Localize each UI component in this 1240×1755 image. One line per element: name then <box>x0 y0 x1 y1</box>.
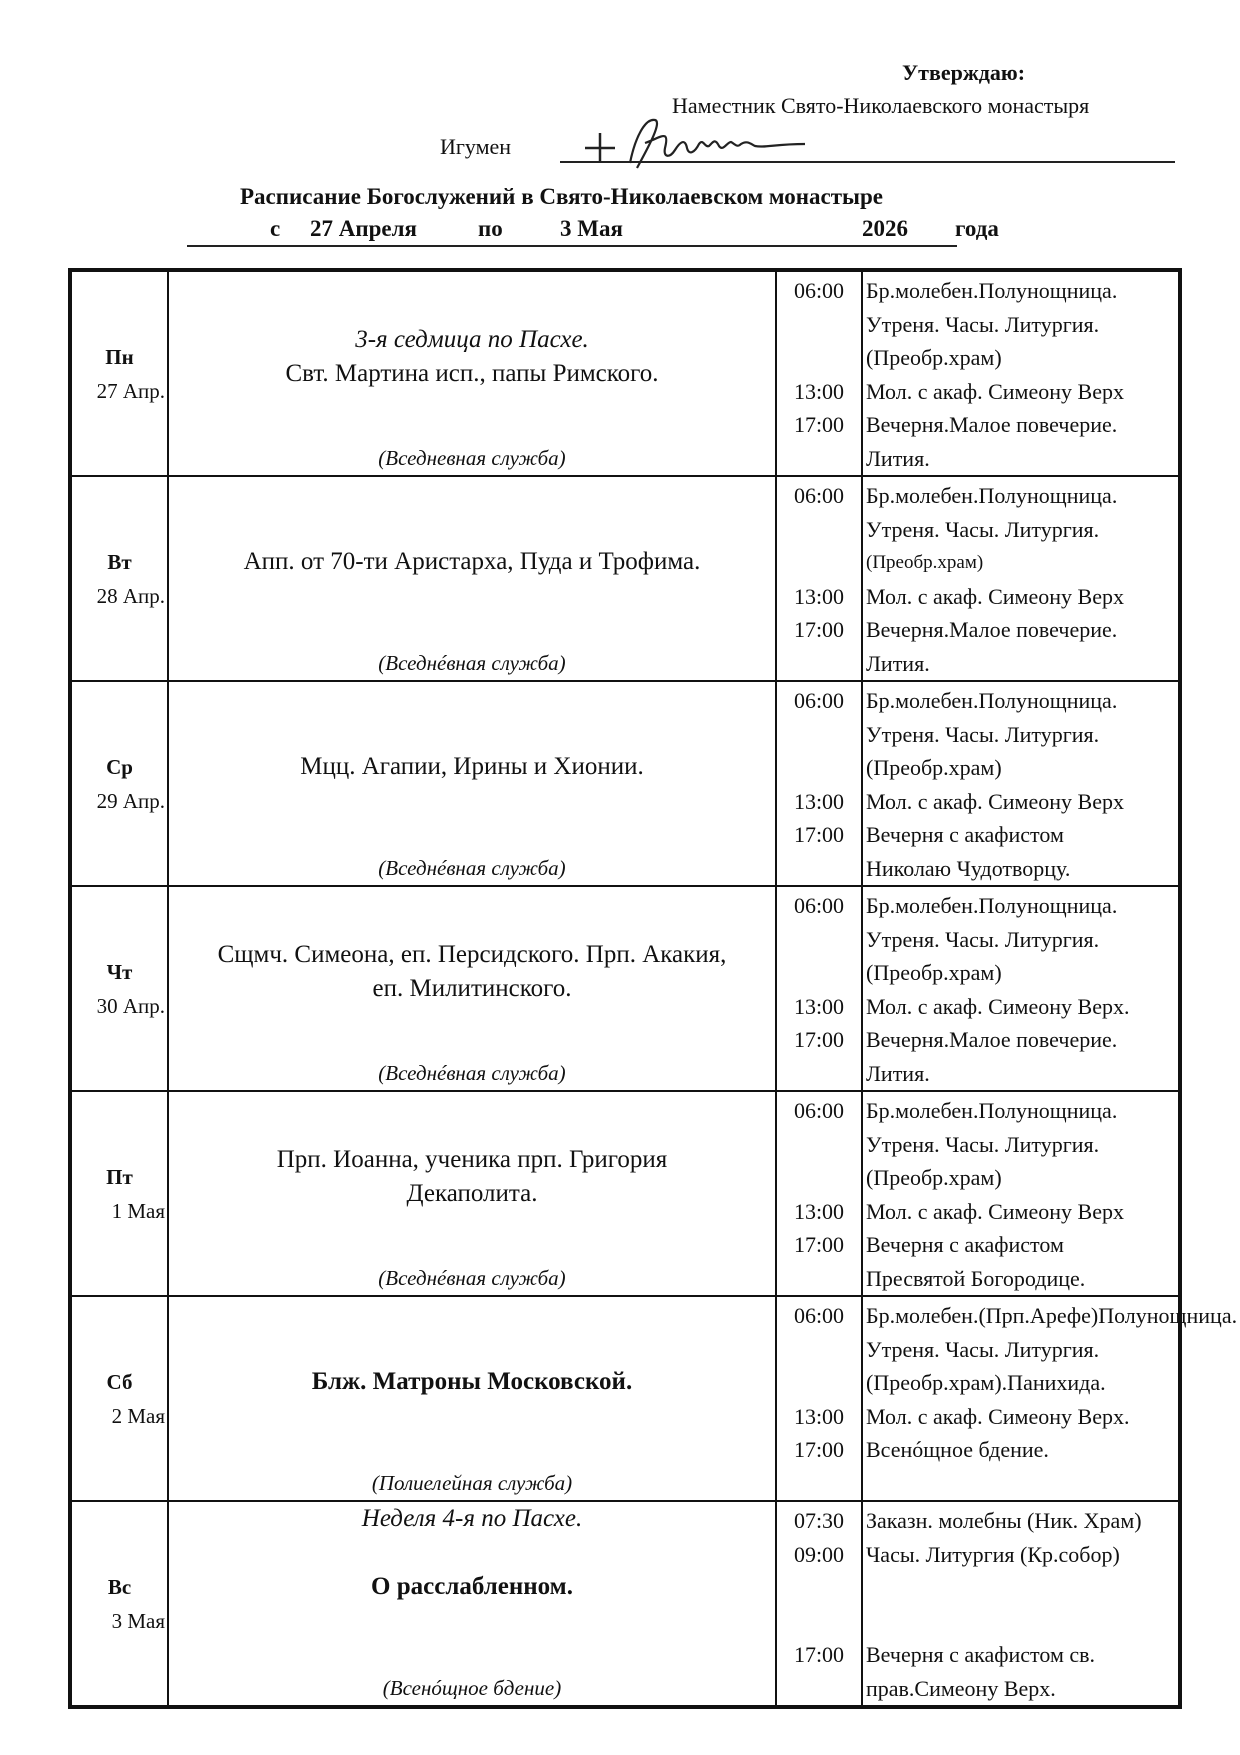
service-time <box>777 1333 861 1367</box>
schedule-table <box>68 268 1238 1709</box>
times-cell <box>776 270 862 476</box>
service-item: Утреня. Часы. Литургия. <box>866 1336 1100 1362</box>
service-time <box>777 1057 861 1091</box>
service-item: Вечерня.Малое повечерие. <box>866 617 1118 642</box>
service-type: (Вседневная служба) <box>378 446 566 470</box>
service-item: Утреня. Часы. Литургия. <box>866 721 1100 747</box>
period-from: 27 Апреля <box>310 216 417 241</box>
day-row <box>70 1091 1180 1296</box>
service-item: Вечерня с акафистом <box>866 1232 1064 1257</box>
service-time: 06:00 <box>793 1303 845 1328</box>
services-cell <box>862 1091 1180 1296</box>
service-item: Мол. с акаф. Симеону Верх <box>866 788 1124 814</box>
feast-cell <box>168 1091 776 1296</box>
service-time: 06:00 <box>793 688 845 713</box>
period-to: 3 Мая <box>560 216 623 241</box>
service-item: Лития. <box>866 650 930 676</box>
service-time: 13:00 <box>793 378 845 404</box>
day-of-week: Вт <box>107 549 132 574</box>
services-cell <box>862 681 1180 886</box>
day-cell <box>70 1091 168 1296</box>
day-cell <box>70 270 168 476</box>
feast-line: Свт. Мартина исп., папы Римского. <box>285 359 659 387</box>
service-item: Бр.молебен.Полунощница. <box>866 1098 1118 1123</box>
service-time <box>777 1467 861 1501</box>
feast-block <box>175 682 769 851</box>
service-item: Вечерня с акафистом св. <box>866 1642 1096 1667</box>
service-time <box>777 1605 861 1639</box>
services-cell <box>862 886 1180 1091</box>
service-item: Мол. с акаф. Симеону Верх. <box>866 993 1130 1019</box>
feast-cell <box>168 681 776 886</box>
signature-line <box>560 161 1175 163</box>
service-item <box>866 1467 1178 1501</box>
service-time: 13:00 <box>793 583 845 609</box>
service-type: (Всенóщное бдение) <box>382 1676 562 1700</box>
feast-block <box>175 1297 769 1466</box>
approver-rank: Игумен <box>440 134 512 159</box>
service-item: Бр.молебен.Полунощница. <box>866 278 1118 303</box>
period-year: 2026 <box>862 216 908 241</box>
day-date: 30 Апр. <box>96 993 165 1018</box>
feast-line: еп. Милитинского. <box>372 974 572 1002</box>
service-item: (Преобр.храм) <box>866 960 1002 985</box>
document-title: Расписание Богослужений в Свято-Николаевском монастыре <box>240 184 884 209</box>
service-item: Всенóщное бдение. <box>866 1437 1049 1462</box>
services-cell <box>862 270 1180 476</box>
service-type: (Полиелейная служба) <box>371 1471 573 1495</box>
service-item <box>866 1571 1178 1605</box>
day-row <box>70 681 1180 886</box>
service-item: Лития. <box>866 445 930 471</box>
service-item: (Преобр.храм) <box>866 345 1002 370</box>
service-type: (Вседнéвная служба) <box>378 856 566 880</box>
period-year-suffix: года <box>955 216 999 241</box>
approval-label: Утверждаю: <box>902 60 1026 85</box>
service-item: Утреня. Часы. Литургия. <box>866 1131 1100 1157</box>
feast-block <box>175 272 769 441</box>
service-time: 06:00 <box>793 483 845 508</box>
feast-cell <box>168 476 776 681</box>
feast-cell <box>168 886 776 1091</box>
service-time <box>777 442 861 476</box>
day-of-week: Чт <box>106 959 133 984</box>
service-item <box>866 1605 1178 1639</box>
service-time <box>777 513 861 547</box>
service-type: (Вседнéвная служба) <box>378 1061 566 1085</box>
service-time <box>777 718 861 752</box>
times-cell <box>776 681 862 886</box>
service-time <box>777 1571 861 1605</box>
feast-block <box>175 887 769 1056</box>
service-time: 13:00 <box>793 1403 845 1429</box>
service-time <box>777 852 861 886</box>
service-item: (Преобр.храм) <box>866 552 984 573</box>
service-time: 17:00 <box>793 1232 845 1257</box>
service-time: 13:00 <box>793 1198 845 1224</box>
service-time <box>777 923 861 957</box>
service-time <box>777 956 861 990</box>
service-time: 07:30 <box>793 1508 845 1533</box>
service-item: Заказн. молебны (Ник. Храм) <box>866 1508 1142 1533</box>
service-time: 06:00 <box>793 278 845 303</box>
service-item: Лития. <box>866 1060 930 1086</box>
service-time: 17:00 <box>793 412 845 437</box>
service-time: 13:00 <box>793 788 845 814</box>
service-time <box>777 1262 861 1296</box>
day-cell <box>70 1296 168 1501</box>
feast-block <box>175 1092 769 1261</box>
feast-line: 3-я седмица по Пасхе. <box>355 325 589 353</box>
service-item: Бр.молебен.Полунощница. <box>866 688 1118 713</box>
service-item: (Преобр.храм) <box>866 755 1002 780</box>
feast-line: Блж. Матроны Московской. <box>311 1367 633 1395</box>
feast-line: Сщмч. Симеона, еп. Персидского. Прп. Акакия, <box>217 940 727 968</box>
times-cell <box>776 886 862 1091</box>
day-row <box>70 476 1180 681</box>
day-date: 28 Апр. <box>96 583 165 608</box>
service-type: (Вседнéвная служба) <box>378 651 566 675</box>
service-item: Мол. с акаф. Симеону Верх <box>866 583 1124 609</box>
feast-line: Неделя 4-я по Пасхе. <box>361 1505 583 1532</box>
period-to-label: по <box>478 216 503 241</box>
service-item: прав.Симеону Верх. <box>866 1675 1056 1701</box>
day-date: 1 Мая <box>111 1198 165 1223</box>
service-item: Мол. с акаф. Симеону Верх. <box>866 1403 1130 1429</box>
feast-block <box>175 1502 769 1671</box>
times-cell <box>776 1501 862 1707</box>
day-cell <box>70 476 168 681</box>
service-type: (Вседнéвная служба) <box>378 1266 566 1290</box>
service-time: 09:00 <box>793 1541 845 1567</box>
day-cell <box>70 681 168 886</box>
handwritten-signature <box>575 108 825 178</box>
service-time: 06:00 <box>793 893 845 918</box>
feast-line: Апп. от 70-ти Аристарха, Пуда и Трофима. <box>243 547 701 575</box>
times-cell <box>776 476 862 681</box>
period-from-label: с <box>270 216 281 241</box>
service-item: Вечерня.Малое повечерие. <box>866 1027 1118 1052</box>
feast-cell <box>168 270 776 476</box>
feast-block <box>175 477 769 646</box>
feast-line: О расслабленном. <box>371 1573 573 1600</box>
services-cell <box>862 1296 1238 1501</box>
service-time <box>777 1366 861 1400</box>
feast-line: Прп. Иоанна, ученика прп. Григория <box>276 1145 668 1173</box>
services-cell <box>862 1501 1180 1707</box>
service-time: 17:00 <box>793 1437 845 1462</box>
service-item: Часы. Литургия (Кр.собор) <box>866 1541 1120 1567</box>
day-row <box>70 886 1180 1091</box>
service-time <box>777 546 861 580</box>
times-cell <box>776 1091 862 1296</box>
times-cell <box>776 1296 862 1501</box>
day-row <box>70 1501 1180 1707</box>
service-time: 17:00 <box>793 1027 845 1052</box>
service-item: Бр.молебен.Полунощница. <box>866 893 1118 918</box>
service-item: Утреня. Часы. Литургия. <box>866 516 1100 542</box>
service-item: Вечерня с акафистом <box>866 822 1064 847</box>
day-of-week: Вс <box>107 1574 132 1599</box>
feast-line: Декаполита. <box>406 1179 538 1207</box>
feast-cell <box>168 1501 776 1707</box>
day-cell <box>70 1501 168 1707</box>
service-item: Бр.молебен.Полунощница. <box>866 483 1118 508</box>
feast-cell <box>168 1296 776 1501</box>
service-item: Мол. с акаф. Симеону Верх <box>866 1198 1124 1224</box>
day-of-week: Сб <box>106 1369 133 1394</box>
service-item: Утреня. Часы. Литургия. <box>866 311 1100 337</box>
service-time <box>777 647 861 681</box>
service-time: 17:00 <box>793 617 845 642</box>
service-item: Бр.молебен.(Прп.Арефе)Полунощница. <box>866 1303 1238 1328</box>
feast-line <box>175 1536 769 1570</box>
services-cell <box>862 476 1180 681</box>
approver-position: Наместник Свято-Николаевского монастыря <box>672 93 1090 118</box>
service-time <box>777 1672 861 1706</box>
service-time <box>777 341 861 375</box>
service-time <box>777 751 861 785</box>
service-time: 13:00 <box>793 993 845 1019</box>
service-item: Вечерня.Малое повечерие. <box>866 412 1118 437</box>
service-item: Мол. с акаф. Симеону Верх <box>866 378 1124 404</box>
service-time: 17:00 <box>793 1642 845 1667</box>
service-item: (Преобр.храм).Панихида. <box>866 1370 1106 1395</box>
day-date: 29 Апр. <box>96 788 165 813</box>
feast-line: Мцц. Агапии, Ирины и Хионии. <box>300 752 644 780</box>
service-time: 17:00 <box>793 822 845 847</box>
service-item: Пресвятой Богородице. <box>866 1265 1086 1291</box>
day-row <box>70 1296 1180 1501</box>
service-item: Утреня. Часы. Литургия. <box>866 926 1100 952</box>
service-time <box>777 308 861 342</box>
service-time <box>777 1128 861 1162</box>
period-underline <box>187 245 957 247</box>
day-cell <box>70 886 168 1091</box>
service-time: 06:00 <box>793 1098 845 1123</box>
day-of-week: Пн <box>105 344 134 369</box>
day-of-week: Пт <box>106 1164 133 1189</box>
day-of-week: Ср <box>106 754 133 779</box>
day-date: 2 Мая <box>111 1403 165 1428</box>
day-row <box>70 270 1180 476</box>
day-date: 27 Апр. <box>96 378 165 403</box>
service-item: Николаю Чудотворцу. <box>866 855 1071 881</box>
service-time <box>777 1161 861 1195</box>
service-item: (Преобр.храм) <box>866 1165 1002 1190</box>
day-date: 3 Мая <box>111 1608 165 1633</box>
